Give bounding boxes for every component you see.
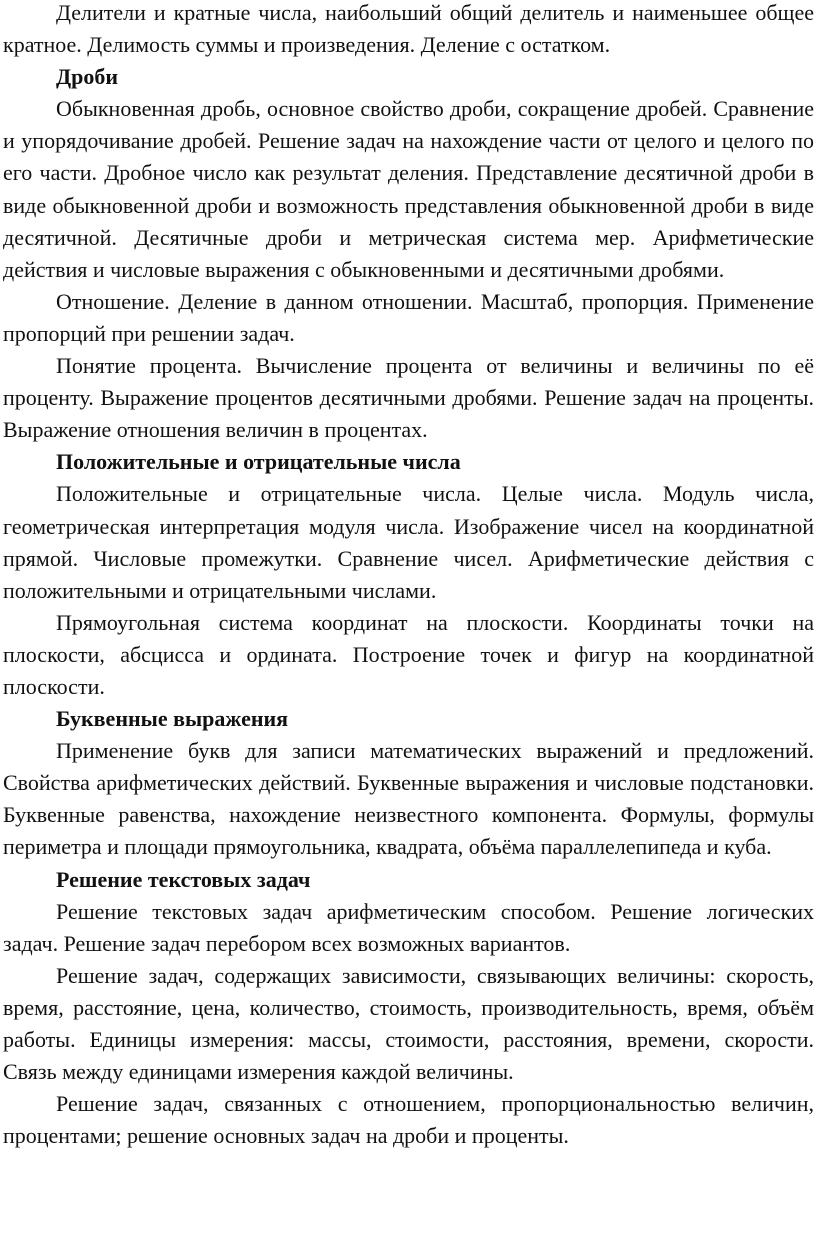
paragraph-proportionality: Решение задач, связанных с отношением, пропорциональностью величин, процентами; решение основных задач на дроби и проценты. <box>3 1091 814 1149</box>
paragraph-coordinates: Прямоугольная система координат на плоскости. Координаты точки на плоскости, абсцисса и ордината. Построение точек и фигур на координатной плоскости. <box>3 609 814 699</box>
paragraph-letter-expressions: Применение букв для записи математических выражений и предложений. Свойства арифметических действий. Буквенные выражения и числовые подстановки. Буквенные равенства, нахождение неизвестного компонента. Формулы, формулы периметра и площади прямоугольника, квадрата, объёма параллелепипеда и куба. <box>3 738 814 860</box>
paragraph-percent: Понятие процента. Вычисление процента от величины и величины по её проценту. Выражение процентов десятичными дробями. Решение задач на проценты. Выражение отношения величин в процентах. <box>3 353 814 443</box>
paragraph-ratio: Отношение. Деление в данном отношении. Масштаб, пропорция. Применение пропорций при решении задач. <box>3 288 814 346</box>
heading-word-problems: Решение текстовых задач <box>56 866 311 892</box>
paragraph-signed-numbers: Положительные и отрицательные числа. Целые числа. Модуль числа, геометрическая интерпретация модуля числа. Изображение чисел на координатной прямой. Числовые промежутки. Сравнение чисел. Арифметические действия с положительными и отрицательными числами. <box>3 481 814 603</box>
heading-fractions: Дроби <box>56 64 119 90</box>
heading-letter-expressions: Буквенные выражения <box>56 706 289 732</box>
paragraph-dependencies: Решение задач, содержащих зависимости, связывающих величины: скорость, время, расстояние, цена, количество, стоимость, производительность, время, объём работы. Единицы измерения: массы, стоимости, расстояния, времени, скорости. Связь между единицами измерения каждой величины. <box>3 962 814 1085</box>
paragraph-divisibility: Делители и кратные числа, наибольший общий делитель и наименьшее общее кратное. Делимость суммы и произведения. Деление с остатком. <box>3 0 814 58</box>
paragraph-common-fractions: Обыкновенная дробь, основное свойство дроби, сокращение дробей. Сравнение и упорядочивание дробей. Решение задач на нахождение части от целого и целого по его части. Дробное число как результат деления. Представление десятичной дроби в виде обыкновенной дроби и возможность представления обыкновенной дроби в виде десятичной. Десятичные дроби и метрическая система мер. Арифметические действия и числовые выражения с обыкновенными и десятичными дробями. <box>3 96 814 282</box>
heading-signed-numbers: Положительные и отрицательные числа <box>56 449 461 475</box>
paragraph-arithmetic-method: Решение текстовых задач арифметическим способом. Решение логических задач. Решение задач перебором всех возможных вариантов. <box>3 898 814 956</box>
